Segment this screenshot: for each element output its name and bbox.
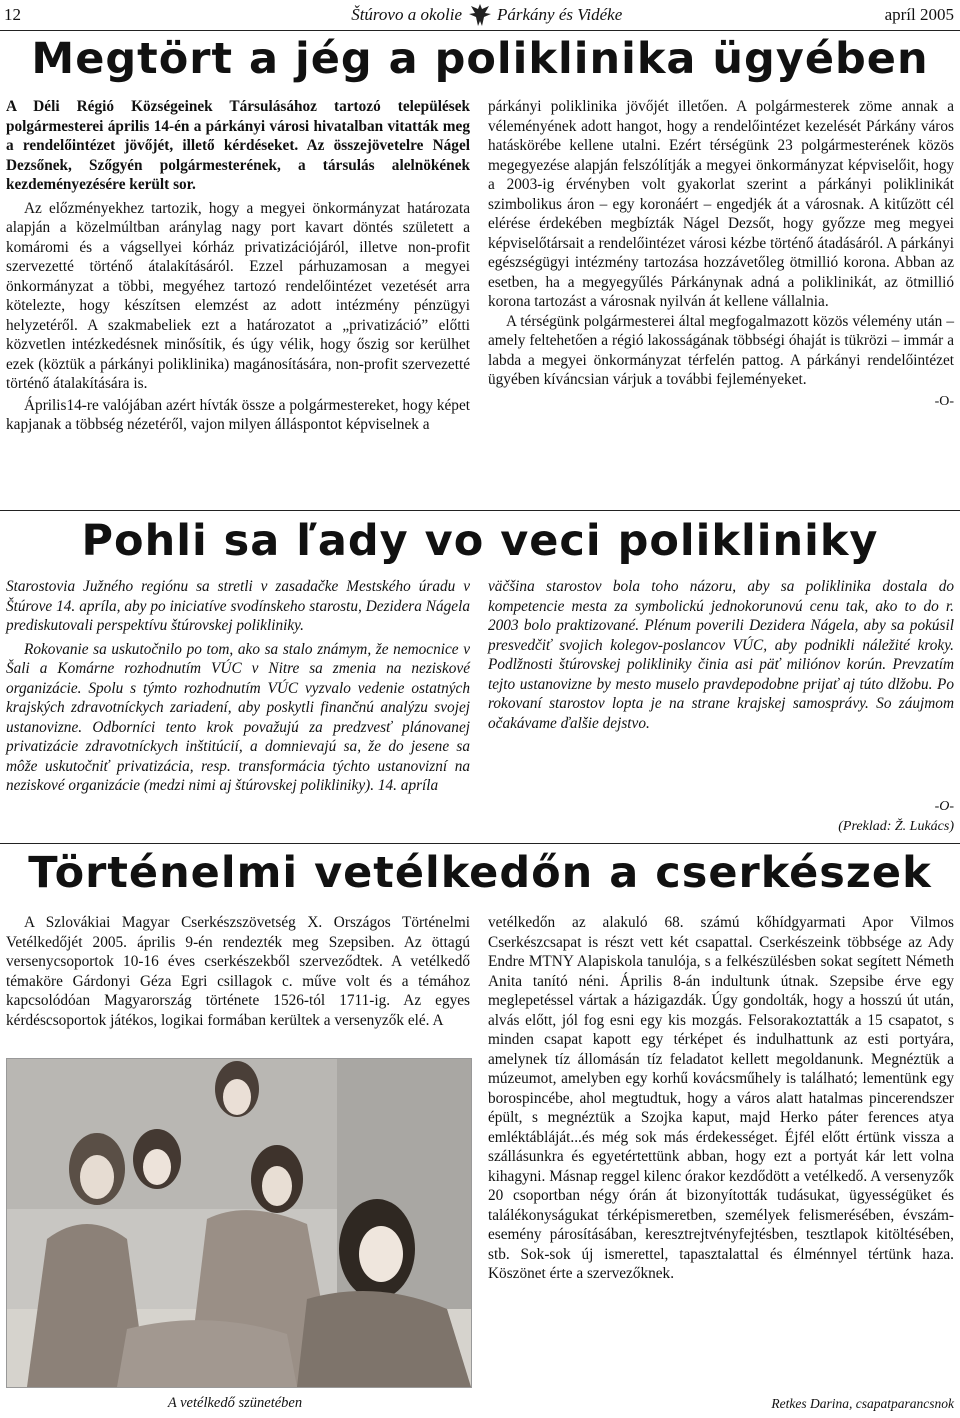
article2-signature: -O- <box>934 799 954 814</box>
article3-paragraph-1-continued: vetélkedőn az alakuló 68. számú kőhídgyarmati Apor Vilmos Cserkészcsapat is részt vett két csapattal. Cserkészeink többsége az Ady Endre MTNY Alapiskola tanulója, s a felkészülésben sokat segített Németh Anita tanító néni. Április 8-án indultunk útnak. Szepsibe érve egy meglepetéssel vártak a házigazdák. Úgy gondolták, hogy a hosszú út után, alvás előtt, jól fog esni egy kis mozgás. Felsorakoztatták a 15 csapatot, s minden csapat kapott egy térképet és indulhattunk az esti portyára, amelynek tíz állomásán tíz feladatot kellett megoldanunk. Megnéztük a múzeumot, amelyben egy korhű kovácsműhely is található; lementünk egy borospincébe, ahol megtudtuk, hogy a város alatt hatalmas pincerendszer épült, s megnéztük a Szojka kaput, majd Herko páter ferences atya emléktábláját...és még sok más érdekességet. Éjfél előtt értünk vissza a szállásunkra és egyetértettünk abban, hogy ezt a portyát kár lett volna kihagyni. Másnap reggel kilenc órakor kezdődött a vetélkedő. A versenyzők 20 csoportban négy órán át bizonyították tudásukat, ügyességüket és találékonyságukat térképismeretben, személyek felismerésében, évszám-esemény párosításában, keresztrejtvényfejtésben, tesztlapok kitöltésében, stb. Sok-sok új ismerettel, tapasztalattal és élménnyel tértünk haza. Köszönet érte a szervezőknek. <box>488 914 954 1282</box>
article3-author: Retkes Darina, csapatparancsnok <box>771 1396 954 1411</box>
article2-lead: Starostovia Južného regiónu sa stretli v zasadačke Mestského úradu v Štúrove 14. apríla, aby po iniciatíve svodínskeho starostu, Dezidera Nágela prediskutovali perspektívu štúrovskej polikliniky. <box>6 578 470 634</box>
article3-paragraph-1: A Szlovákiai Magyar Cserkészszövetség X. Országos Történelmi Vetélkedőjét 2005. április 9-én rendezték meg Szepsiben. Az öttagú versenycsoportok 10-16 éves cserkészekből szerveződtek. A vetélkedő témaköre Gárdonyi Géza Egri csillagok c. műve volt és a témához kapcsolódóan Magyarország története 1526-tól 1711-ig. Az egyes kérdéscsoportok játékos, logikai formában kerültek a versenyzők elé. A <box>6 914 470 1029</box>
article2-right-column <box>488 577 954 834</box>
article1-paragraph-3: A térségünk polgármesterei által megfogalmazott közös vélemény után – amely feltehetően a régió lakosságának többségi óhaját is tükrözi – immár a labda a megyei önkormányzat térfelén pattog. A párkányi rendelőintézet ügyében kíváncsian várjuk a további fejleményeket. <box>488 312 954 388</box>
article1-paragraph-2-continued: párkányi poliklinika jövőjét illetően. A polgármesterek zöme annak a véleményének adott hangot, hogy a rendelőintézet kezelését Párkány város hatáskörébe kellene utalni. Ezért térségünk 23 polgármesterének közös megegyezése alapján felszólítják a megyei önkormányzat képviselőit, hogy a 2003-ig érvényben volt gyakorlat szerint a párkányi poliklinikát szimbolikus áron – egy koronáért – engedjék át a városnak. A kitűzött cél elérése érdekében megbízták Nágel Dezsőt, hogy győzze meg megyei képviselőtársait a rendelőintézet városi kézbe történő átadásáról. A párkányi egészségügyi intézmény tartozása hozzávetőleg ötmillió korona. Abban az esetben, ha a megyegyűlés Párkánynak adná a poliklinikát, az ötmillió korona tartozást a városnak nyilván át kellene vállalnia. <box>488 98 954 310</box>
article1-left-column <box>6 97 470 435</box>
issue-date: apríl 2005 <box>884 5 954 24</box>
article2-paragraph-1-continued: väčšina starostov bola toho názoru, aby sa poliklinika dostala do kompetencie mesta za symbolickú jednokorunovú cenu tak, ako to do r. 2003 bolo praktizované. Plénum poverili Dezidera Nágela, aby sa pokúsil presvedčiť svojich kolegov-poslancov VÚC, aby podnikli náležité kroky. Podlžnosti štúrovskej polikliniky činia asi päť miliónov korún. Prevzatím tejto ustanovizne by mesto muselo pravdepodobne prijať aj túto dlžobu. Po rokovaní starostov lopta je na strane krajskej samosprávy. So záujmom očakávame ďalšie dejstvo. <box>488 578 954 732</box>
article1-right-column <box>488 97 954 411</box>
masthead-title-right: Párkány és Vidéke <box>497 5 623 24</box>
article2-divider <box>0 843 960 844</box>
scouts-photo <box>6 1058 472 1388</box>
article1-divider <box>0 510 960 511</box>
eagle-emblem-icon <box>467 2 493 28</box>
article2-paragraph-1: Rokovanie sa uskutočnilo po tom, ako sa stalo známym, že nemocnice v Šali a Komárne rozhodnutím VÚC v Nitre sa zmenia na neziskové organizácie. Spolu s týmto rozhodnutím VÚC vyzvalo vedenie ostatných krajských zdravotníckych zariadení, aby poskytli finančnú analýzu svojej ustanovizne. Odborníci tento krok považujú za predzvesť plánovanej privatizácie zdravotníckych inštitúcií, a domnievajú sa, že do jesene sa môže uskutočniť privatizácia, resp. transformácia týchto ustanovizní na neziskové organizácie (medzi nimi aj štúrovskej polikliniky). 14. apríla <box>6 640 470 794</box>
article1-paragraph-2: Április14-re valójában azért hívták össze a polgármestereket, hogy képet kapjanak a többség nézetéről, vajon milyen álláspontot képviselnek a <box>6 396 470 433</box>
scouts-group-image <box>7 1059 471 1387</box>
article1-lead: A Déli Régió Községeinek Társulásához tartozó települések polgármesterei április 14-én a párkányi városi hivatalban vitatták meg a rendelőintézet jövőjét, illető kérdéseket. Az összejövetelre Nágel Dezsőnek, Szőgyén polgármesterének, a társulás alelnökének kezdeményezésére került sor. <box>6 98 470 193</box>
masthead-title-left: Štúrovo a okolie <box>351 5 462 24</box>
article2-headline: Pohli sa ľady vo veci polikliniky <box>81 516 879 566</box>
article1-headline: Megtört a jég a poliklinika ügyében <box>31 34 929 84</box>
header-rule <box>0 30 960 31</box>
page-number: 12 <box>4 5 21 24</box>
article2-translator: (Preklad: Ž. Lukács) <box>838 819 954 834</box>
photo-caption: A vetélkedő szünetében <box>167 1395 303 1411</box>
article1-paragraph-1: Az előzményekhez tartozik, hogy a megyei önkormányzat határozata alapján a közelmúltban aránylag nagy port kavart döntés született a komáromi és a vágsellyei kórház privatizációjáról, illetve non-profit szervezetté történő átalakításáról. Ezzel párhuzamosan a megyei önkormányzat a többi, megyéhez tartozó rendelőintézet vezetését arra kötelezte, hogy készítsen elemzést az adott intézmény pénzügyi helyzetéről. A szakmabeliek ezt a határozatot a „privatizáció” előtti közvetlen intézkedésnek minősítik, és úgy vélik, hogy őszig sor kerülhet ezek (köztük a párkányi poliklinika) magánosítására, non-profit szervezetté történő átalakítására is. <box>6 199 470 392</box>
article2-left-column <box>6 577 470 796</box>
article3-headline: Történelmi vetélkedőn a cserkészek <box>28 848 932 898</box>
article3-left-column <box>6 913 470 1030</box>
article1-signature: -O- <box>934 393 954 409</box>
article3-right-column <box>488 913 954 1284</box>
